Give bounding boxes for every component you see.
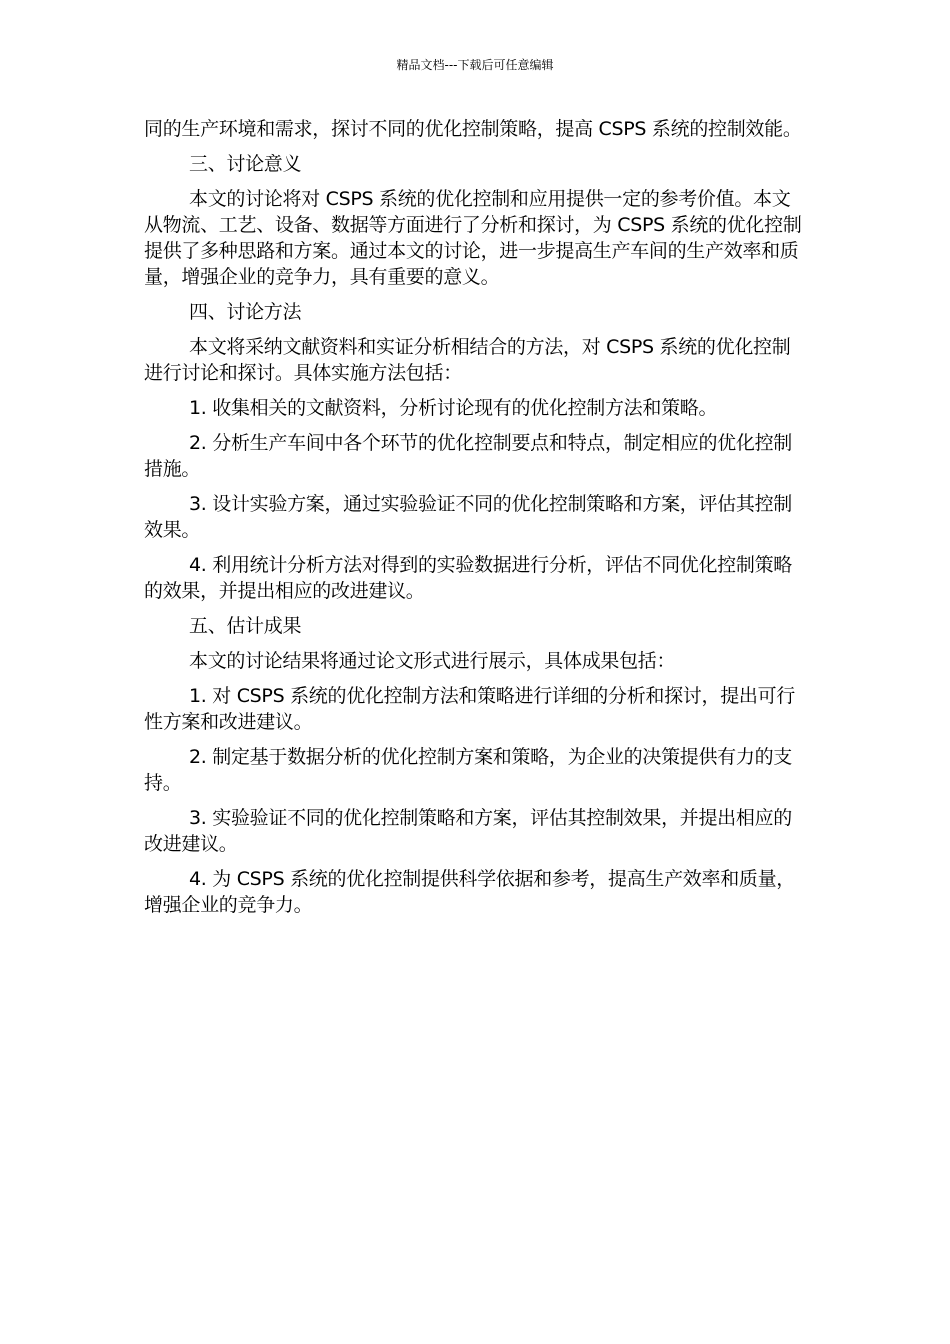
section-heading-significance: 三、讨论意义 — [189, 153, 302, 175]
section-heading-results: 五、估计成果 — [189, 615, 302, 637]
method-item-2: 2. 分析生产车间中各个环节的优化控制要点和特点，制定相应的优化控制措施。 — [144, 432, 792, 480]
result-item-1: 1. 对 CSPS 系统的优化控制方法和策略进行详细的分析和探讨，提出可行性方案和改进建议。 — [144, 685, 795, 733]
paragraph-results-intro: 本文的讨论结果将通过论文形式进行展示，具体成果包括： — [189, 650, 676, 672]
section-heading-methods: 四、讨论方法 — [189, 301, 302, 323]
paragraph-continuation: 同的生产环境和需求，探讨不同的优化控制策略，提高 CSPS 系统的控制效能。 — [144, 118, 802, 140]
paragraph-significance: 本文的讨论将对 CSPS 系统的优化控制和应用提供一定的参考价值。本文从物流、工艺、设备、数据等方面进行了分析和探讨，为 CSPS 系统的优化控制提供了多种思路和方案。通过本文的讨论，进一步提高生产车间的生产效率和质量，增强企业的竞争力，具有重要的意义。 — [144, 188, 802, 288]
method-item-4: 4. 利用统计分析方法对得到的实验数据进行分析，评估不同优化控制策略的效果，并提出相应的改进建议。 — [144, 554, 792, 602]
result-item-4: 4. 为 CSPS 系统的优化控制提供科学依据和参考，提高生产效率和质量，增强企业的竞争力。 — [144, 868, 795, 916]
method-item-1: 1. 收集相关的文献资料，分析讨论现有的优化控制方法和策略。 — [189, 397, 718, 419]
result-item-2: 2. 制定基于数据分析的优化控制方案和策略，为企业的决策提供有力的支持。 — [144, 746, 792, 794]
method-item-3: 3. 设计实验方案，通过实验验证不同的优化控制策略和方案，评估其控制效果。 — [144, 493, 792, 541]
page-header: 精品文档---下载后可任意编辑 — [396, 58, 554, 72]
paragraph-methods-intro: 本文将采纳文献资料和实证分析相结合的方法，对 CSPS 系统的优化控制进行讨论和探讨。具体实施方法包括： — [144, 336, 791, 384]
result-item-3: 3. 实验验证不同的优化控制策略和方案，评估其控制效果，并提出相应的改进建议。 — [144, 807, 792, 855]
document-body — [144, 116, 804, 927]
